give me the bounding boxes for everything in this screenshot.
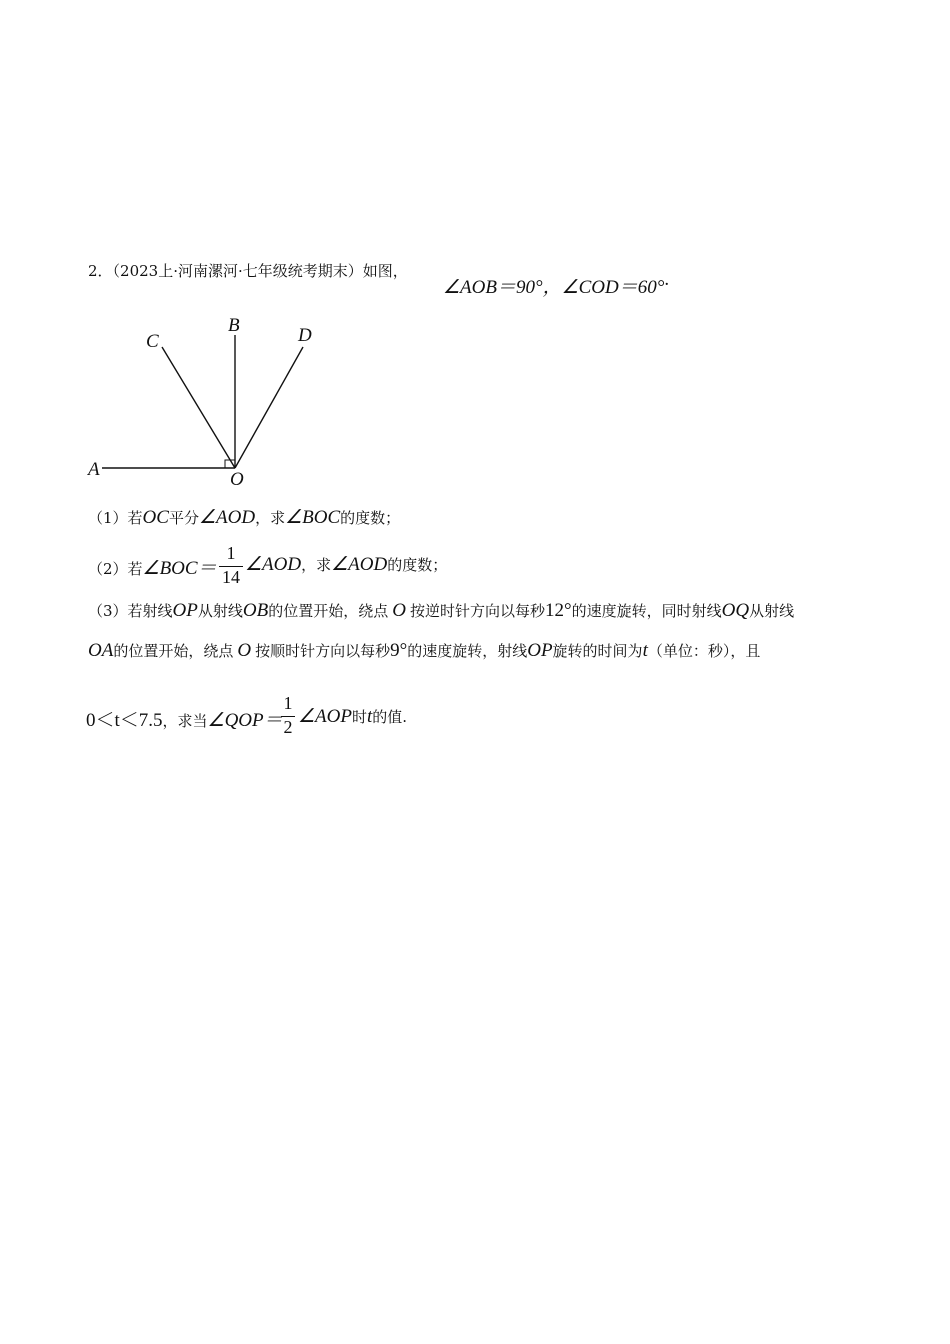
- part-1: （1）若OC平分∠AOD，求∠BOC的度数；: [88, 507, 401, 528]
- problem-header: [88, 260, 408, 281]
- part-3-line-2: OA的位置开始，绕点 O 按顺时针方向以每秒9°的速度旋转，射线OP旋转的时间为t（单位：秒），且: [88, 640, 761, 661]
- part-3-line-1: （3）若射线OP从射线OB的位置开始，绕点 O 按逆时针方向以每秒12°的速度旋转，同时射线OQ从射线: [88, 600, 795, 621]
- part-3-line-3-left: 0＜t＜7.5，求当∠QOP＝: [86, 710, 283, 731]
- fraction-1-14: 1 14: [219, 543, 243, 589]
- angle-figure: [80, 310, 330, 490]
- label-c: C: [146, 331, 159, 352]
- label-d: D: [298, 325, 312, 346]
- ray-od: [235, 347, 303, 468]
- problem-givens: ∠AOB＝90°，∠COD＝60°.: [443, 269, 670, 298]
- fraction-1-2: 1 2: [281, 693, 295, 739]
- problem-source: （2023上·河南漯河·七年级统考期末）如图，: [112, 262, 408, 280]
- label-b: B: [228, 315, 240, 336]
- part-2-right: ∠AOD，求∠AOD的度数；: [245, 554, 448, 575]
- label-a: A: [88, 459, 100, 480]
- part-2-left: （2）若∠BOC＝: [88, 558, 217, 579]
- part-3-line-3-right: ∠AOP时t的值.: [298, 706, 408, 727]
- label-o: O: [230, 469, 244, 490]
- problem-number: 2．: [88, 262, 113, 280]
- ray-oc: [162, 347, 235, 468]
